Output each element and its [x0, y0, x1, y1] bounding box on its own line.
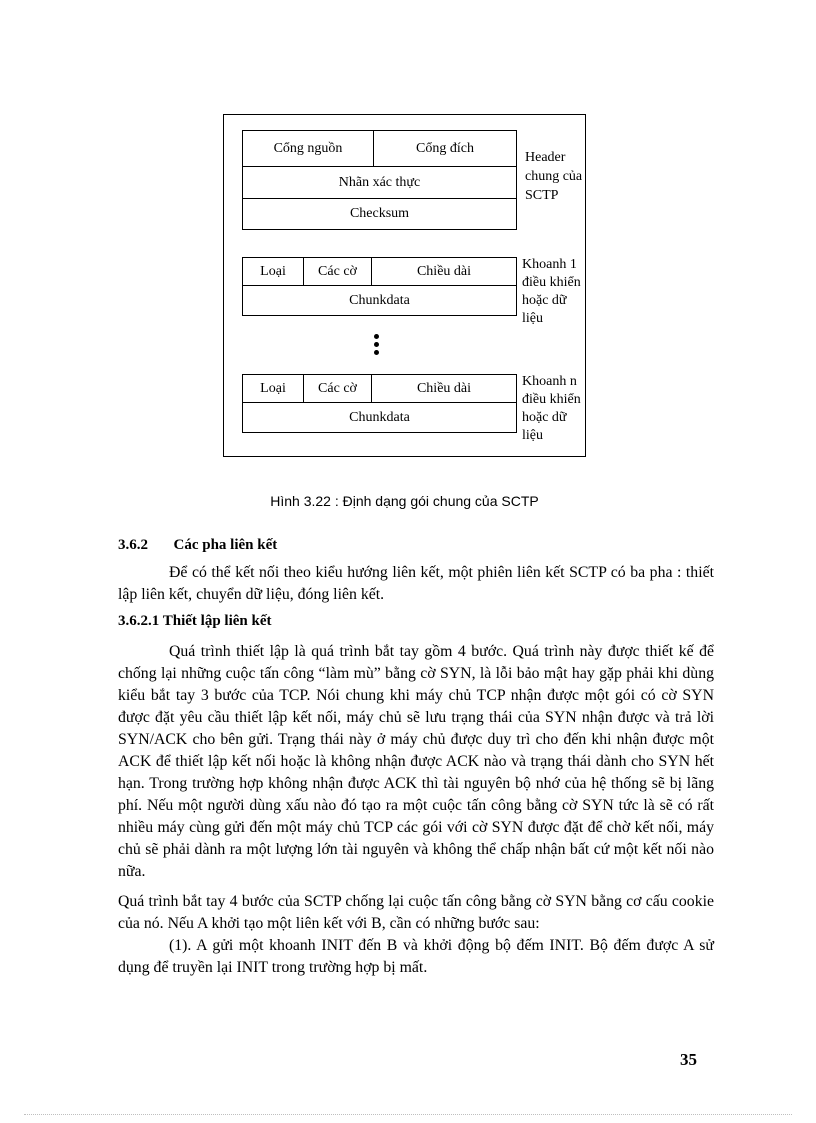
chunk-length-field: Chiều dài: [372, 375, 517, 403]
verification-tag-field: Nhãn xác thực: [243, 167, 517, 199]
page-number: 35: [680, 1050, 697, 1069]
chunk-1: [242, 257, 517, 316]
intro-paragraph: Để có thể kết nối theo kiểu hướng liên kết, một phiên liên kết SCTP có ba pha : thiết lập liên kết, chuyển dữ liệu, đóng liên kết.: [118, 564, 714, 603]
paragraph-1: Quá trình thiết lập là quá trình bắt tay gồm 4 bước. Quá trình này được thiết kế để chống lại những cuộc tấn công “làm mù” bằng cờ SYN, là lỗi bảo mật hay gặp phải khi dùng kiểu bắt tay 3 bước của TCP. Nói chung khi máy chủ TCP nhận được một gói có cờ SYN được đặt yêu cầu thiết lập kết nối, máy chủ sẽ lưu trạng thái của SYN nhận được và trả lời SYN/ACK cho bên gửi. Trạng thái này ở máy chủ được duy trì cho đến khi nhận được một ACK để thiết lập kết nối hoặc là không nhận được ACK nào và trạng thái dành cho SYN hết hạn. Trong trường hợp không nhận được ACK thì tài nguyên bộ nhớ của hệ thống sẽ bị lãng phí. Nếu một người dùng xấu nào đó tạo ra một cuộc tấn công bằng cờ SYN tức là sẽ có rất nhiều máy cùng gửi đến một máy chủ TCP các gói với cờ SYN được đặt để chờ kết nối, máy chủ sẽ phải dành ra một lượng lớn tài nguyên và không thể chấp nhận bất cứ một kết nối nào nữa.: [118, 643, 714, 880]
dest-port-field: Cổng đích: [374, 131, 517, 167]
chunk-flags-field: Các cờ: [304, 375, 372, 403]
chunk-length-field: Chiều dài: [372, 258, 517, 286]
sctp-common-header: [242, 130, 517, 230]
chunk-n: [242, 374, 517, 433]
vertical-ellipsis-icon: [373, 334, 381, 358]
chunk-type-field: Loại: [243, 258, 304, 286]
footer-divider: [24, 1114, 792, 1115]
chunk-flags-field: Các cờ: [304, 258, 372, 286]
section-number: 3.6.2: [118, 537, 148, 553]
checksum-field: Checksum: [243, 199, 517, 230]
section-intro: [118, 562, 714, 606]
chunk-n-label: Khoanh n điều khiển hoặc dữ liệu: [522, 374, 581, 443]
header-label: Header chung của SCTP: [525, 150, 583, 203]
figure-caption: Hình 3.22 : Định dạng gói chung của SCTP: [270, 493, 539, 509]
section-heading: [118, 537, 277, 554]
chunk-type-field: Loại: [243, 375, 304, 403]
source-port-field: Cổng nguồn: [243, 131, 374, 167]
body-text: [118, 641, 714, 979]
chunk-data-field: Chunkdata: [243, 286, 517, 316]
section-title: Các pha liên kết: [173, 537, 278, 553]
chunk-data-field: Chunkdata: [243, 403, 517, 433]
step-1: (1). A gửi một khoanh INIT đến B và khởi động bộ đếm INIT. Bộ đếm được A sử dụng để truyền lại INIT trong trường hợp bị mất.: [118, 937, 714, 976]
chunk-1-label: Khoanh 1 điều khiển hoặc dữ liệu: [522, 257, 581, 326]
subsection-title: 3.6.2.1 Thiết lập liên kết: [118, 613, 272, 629]
paragraph-2: Quá trình bắt tay 4 bước của SCTP chống lại cuộc tấn công bằng cờ SYN bằng cơ cấu cookie của nó. Nếu A khởi tạo một liên kết với B, cần có những bước sau:: [118, 893, 714, 932]
